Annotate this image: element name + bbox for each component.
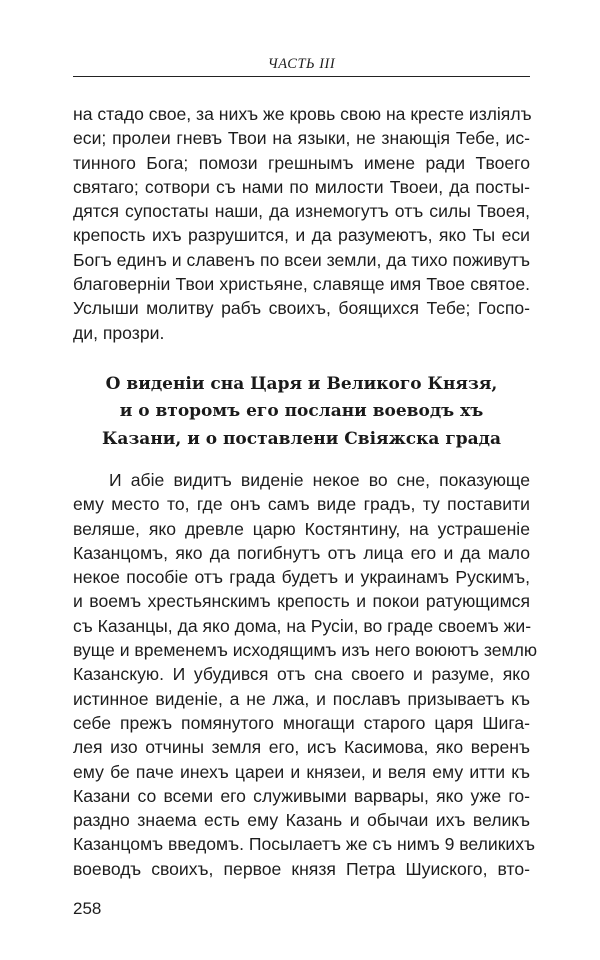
text-line: Казанцомъ, яко да погибнутъ отъ лица его и да мало	[73, 542, 530, 563]
page-number: 258	[73, 899, 102, 918]
text-line: Казанскую. И убудився отъ сна своего и разуме, яко	[73, 664, 530, 685]
text-line: и воемъ хрестьянскимъ крепость и покои ратующимся	[73, 591, 530, 612]
text-line: дятся супостаты наши, да изнемогутъ отъ силы Твоея,	[73, 201, 530, 222]
text-line: ему бе паче инехъ цареи и князеи, и веля ему итти къ	[73, 761, 530, 782]
paragraph-continuation	[73, 102, 530, 345]
text-line: веляше, яко древле царю Костянтину, на устрашеніе	[73, 518, 530, 539]
paragraph-main	[73, 468, 538, 881]
text-line: раздно знаема есть ему Казань и обычаи ихъ великъ	[73, 810, 530, 831]
text-line: съ Казанцы, да яко дома, на Русіи, во граде своемъ жи-	[73, 615, 532, 636]
text-line: истинное виденіе, а не лжа, и пославъ призываетъ къ	[73, 688, 530, 709]
text-line: ему место то, где онъ самъ виде градъ, ту поставити	[73, 494, 530, 515]
heading-line: Казани, и о поставлени Свіяжска града	[101, 428, 502, 449]
text-line: воеводъ своихъ, первое князя Петра Шуиского, вто-	[73, 858, 530, 879]
text-line: Услыши молитву рабъ своихъ, боящихся Тебе; Госпо-	[73, 298, 530, 319]
text-line: Богъ единъ и славенъ по всеи земли, да тихо поживутъ	[73, 249, 530, 270]
running-head: ЧАСТЬ III	[73, 52, 530, 77]
text-line: себе прежъ помянутого многащи старого царя Шига-	[73, 712, 530, 733]
text-line: на стадо свое, за нихъ же кровь свою на кресте изліялъ	[73, 104, 532, 124]
heading-line: и о второмъ его послани воеводъ хъ	[119, 401, 484, 422]
text-line: Казанцомъ введомъ. Посылаетъ же съ нимъ 9 великихъ	[73, 834, 536, 855]
text-line: тинного Бога; помози грешнымъ имене ради Твоего	[73, 152, 530, 173]
text-line: некое пособіе отъ града будетъ и украинамъ Рускимъ,	[73, 567, 530, 588]
text-line: Казани со всеми его служивыми варвары, яко уже го-	[73, 785, 530, 806]
text-line: И абіе видитъ виденіе некое во сне, показующе	[109, 470, 530, 490]
chapter-heading	[73, 371, 530, 453]
text-line: святаго; сотвори съ нами по милости Твоеи, да посты-	[73, 176, 530, 197]
text-line: вуще и временемъ исходящимъ изъ него воюютъ землю	[73, 640, 538, 661]
text-line: лея изо отчины земля его, исъ Касимова, яко веренъ	[73, 737, 530, 758]
text-line: еси; пролеи гневъ Твои на языки, не знающія Тебе, ис-	[73, 128, 530, 149]
text-line: благоверніи Твои христьяне, славяще имя Твое святое.	[73, 274, 530, 295]
text-line: крепость ихъ разрушится, и да разумеютъ, яко Ты еси	[73, 225, 530, 246]
text-line: ди, прозри.	[73, 322, 165, 343]
heading-line: О виденіи сна Царя и Великого Князя,	[105, 374, 498, 394]
